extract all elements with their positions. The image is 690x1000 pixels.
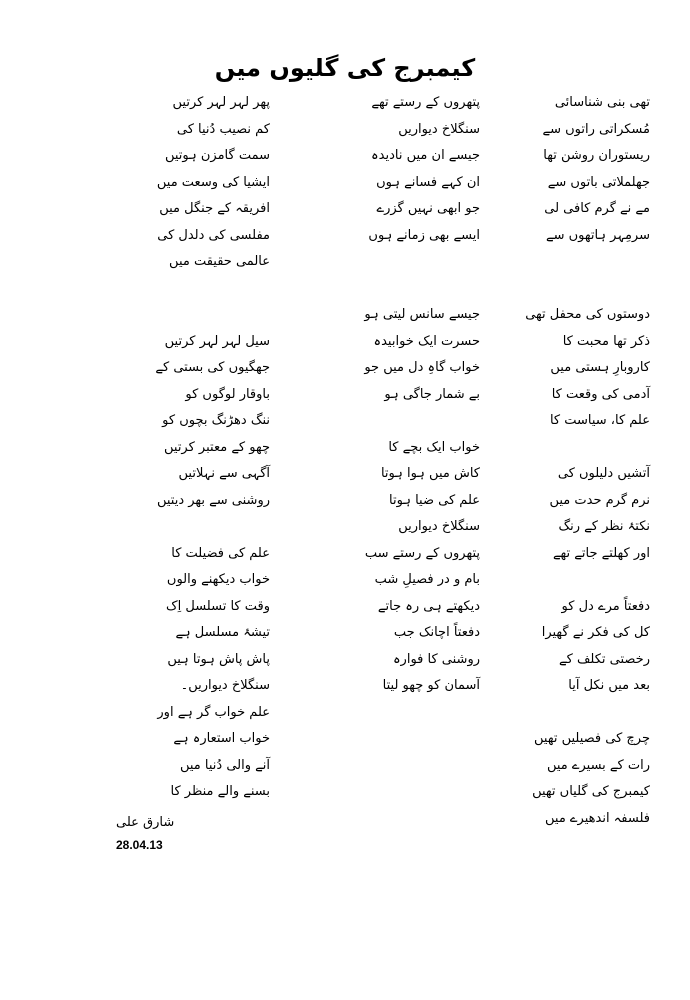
poem-line: سمت گامزن ہوتیں	[164, 148, 270, 163]
poem-line: جیسے سانس لیتی ہو	[364, 307, 480, 322]
poem-line: ان کہے فسانے ہوں	[376, 174, 480, 190]
poem-line: خواب استعارہ ہے	[173, 731, 270, 746]
poem-line: بے شمار جاگی ہو	[384, 386, 480, 402]
poem-line: علم کا، سیاست کا	[549, 413, 650, 428]
poem-line: وقت کا تسلسل اِک	[165, 598, 270, 614]
poem-line: خواب ایک بچے کا	[388, 439, 480, 455]
poem-line: حسرت ایک خوابیدہ	[373, 333, 480, 349]
poem-line: علم کی ضیا ہوتا	[389, 492, 480, 508]
poem-line: بسنے والے منظر کا	[170, 784, 270, 799]
poem-line: سنگلاخ دیواریں	[398, 121, 480, 137]
poem-line: اور کھلتے جاتے تھے	[552, 545, 650, 561]
poem-line: نرم گرم حدت میں	[549, 492, 650, 508]
poem-line: رخصتی تکلف کے	[559, 651, 650, 667]
poem-line: ریستوران روشن تھا	[543, 148, 650, 163]
poem-title: کیمبرج کی گلیوں میں	[214, 54, 476, 82]
poem-line: عالمی حقیقت میں	[169, 254, 270, 269]
poem-line: روشنی سے بھر دیتیں	[156, 492, 270, 508]
poem-line: بعد میں نکل آیا	[568, 678, 650, 693]
poem-line: مفلسی کی دلدل کی	[157, 227, 270, 243]
poem-line: روشنی کا فوارہ	[392, 651, 480, 667]
poem-line: آنے والی دُنیا میں	[179, 757, 270, 773]
poem-line: پاش پاش ہوتا ہیں	[167, 651, 270, 667]
poem-line: نکتۂ نظر کے رنگ	[558, 519, 650, 534]
poem-line: ذکر تھا محبت کا	[562, 333, 650, 349]
poem-line: پتھروں کے رستے تھے	[371, 95, 480, 110]
poem-line: کم نصیب دُنیا کی	[176, 121, 270, 137]
poem-line: چھو کے معتبر کرتیں	[164, 439, 270, 455]
poem-line: جو ابھی نہیں گزرے	[376, 201, 480, 216]
poem-line: آسمان کو چھو لیتا	[382, 678, 480, 693]
poem-line: دیکھتے ہی رہ جاتے	[377, 598, 480, 614]
poem-line: رات کے بسیرے میں	[546, 757, 650, 773]
poem-line: آدمی کی وقعت کا	[551, 386, 650, 402]
poem-line: تیشۂ مسلسل ہے	[175, 625, 270, 640]
poem-line: افریقہ کے جنگل میں	[159, 201, 270, 216]
poem-line: دفعتاً مرے دل کو	[561, 598, 650, 614]
poem-line: سیل لہر لہر کرتیں	[164, 333, 270, 349]
poem-line: ایشیا کی وسعت میں	[156, 174, 270, 190]
poem-line: ایسے بھی زمانے ہوں	[368, 227, 480, 243]
poem-line: جیسے ان میں نادیدہ	[371, 148, 480, 163]
poem-line: باوقار لوگوں کو	[185, 386, 270, 402]
poem-line: چرچ کی فصیلیں تھیں	[534, 731, 650, 746]
author-signature: شارق علی	[116, 815, 175, 830]
poem-line: علم کی فضیلت کا	[171, 545, 270, 561]
poem-line: کل کی فکر نے گھیرا	[541, 625, 650, 640]
poem-line: جھلملاتی باتوں سے	[547, 174, 650, 190]
poem-line: پھر لہر لہر کرتیں	[172, 95, 270, 110]
poem-line: آگہی سے نہلاتیں	[178, 466, 270, 481]
poem-line: بام و در فصیلِ شب	[374, 572, 480, 587]
poem-line: کیمبرج کی گلیاں تھیں	[532, 784, 650, 799]
poem-line: مُسکراتی راتوں سے	[542, 121, 650, 137]
poem-line: ننگ دھڑنگ بچوں کو	[162, 413, 270, 428]
poem-line: کاش میں ہوا ہوتا	[380, 466, 480, 481]
poem-line: علم خواب گر ہے اور	[157, 704, 270, 720]
poem-line: دفعتاً اچانک جب	[393, 625, 480, 640]
poem-line: فلسفہ اندھیرے میں	[545, 810, 650, 826]
poem-line: تھی بنی شناسائی	[554, 95, 650, 110]
poem-date: 28.04.13	[116, 838, 163, 852]
poem-line: دوستوں کی محفل تھی	[525, 307, 650, 322]
poem-line: پتھروں کے رستے سب	[364, 545, 480, 561]
poem-line: سنگلاخ دیواریں۔	[180, 678, 270, 693]
poem-line: مے نے گرم کافی لی	[544, 201, 650, 216]
poem-line: سنگلاخ دیواریں	[398, 519, 480, 534]
poem-line: خواب دیکھنے والوں	[166, 572, 270, 587]
poem-line: سرمِہر ہاتھوں سے	[545, 227, 650, 243]
poem-line: کاروبارِ ہستی میں	[550, 360, 650, 375]
poem-line: خواب گاہِ دل میں جو	[364, 360, 480, 375]
poem-line: آتشیں دلیلوں کی	[557, 466, 650, 481]
poem-line: جھگیوں کی بستی کے	[155, 360, 270, 375]
